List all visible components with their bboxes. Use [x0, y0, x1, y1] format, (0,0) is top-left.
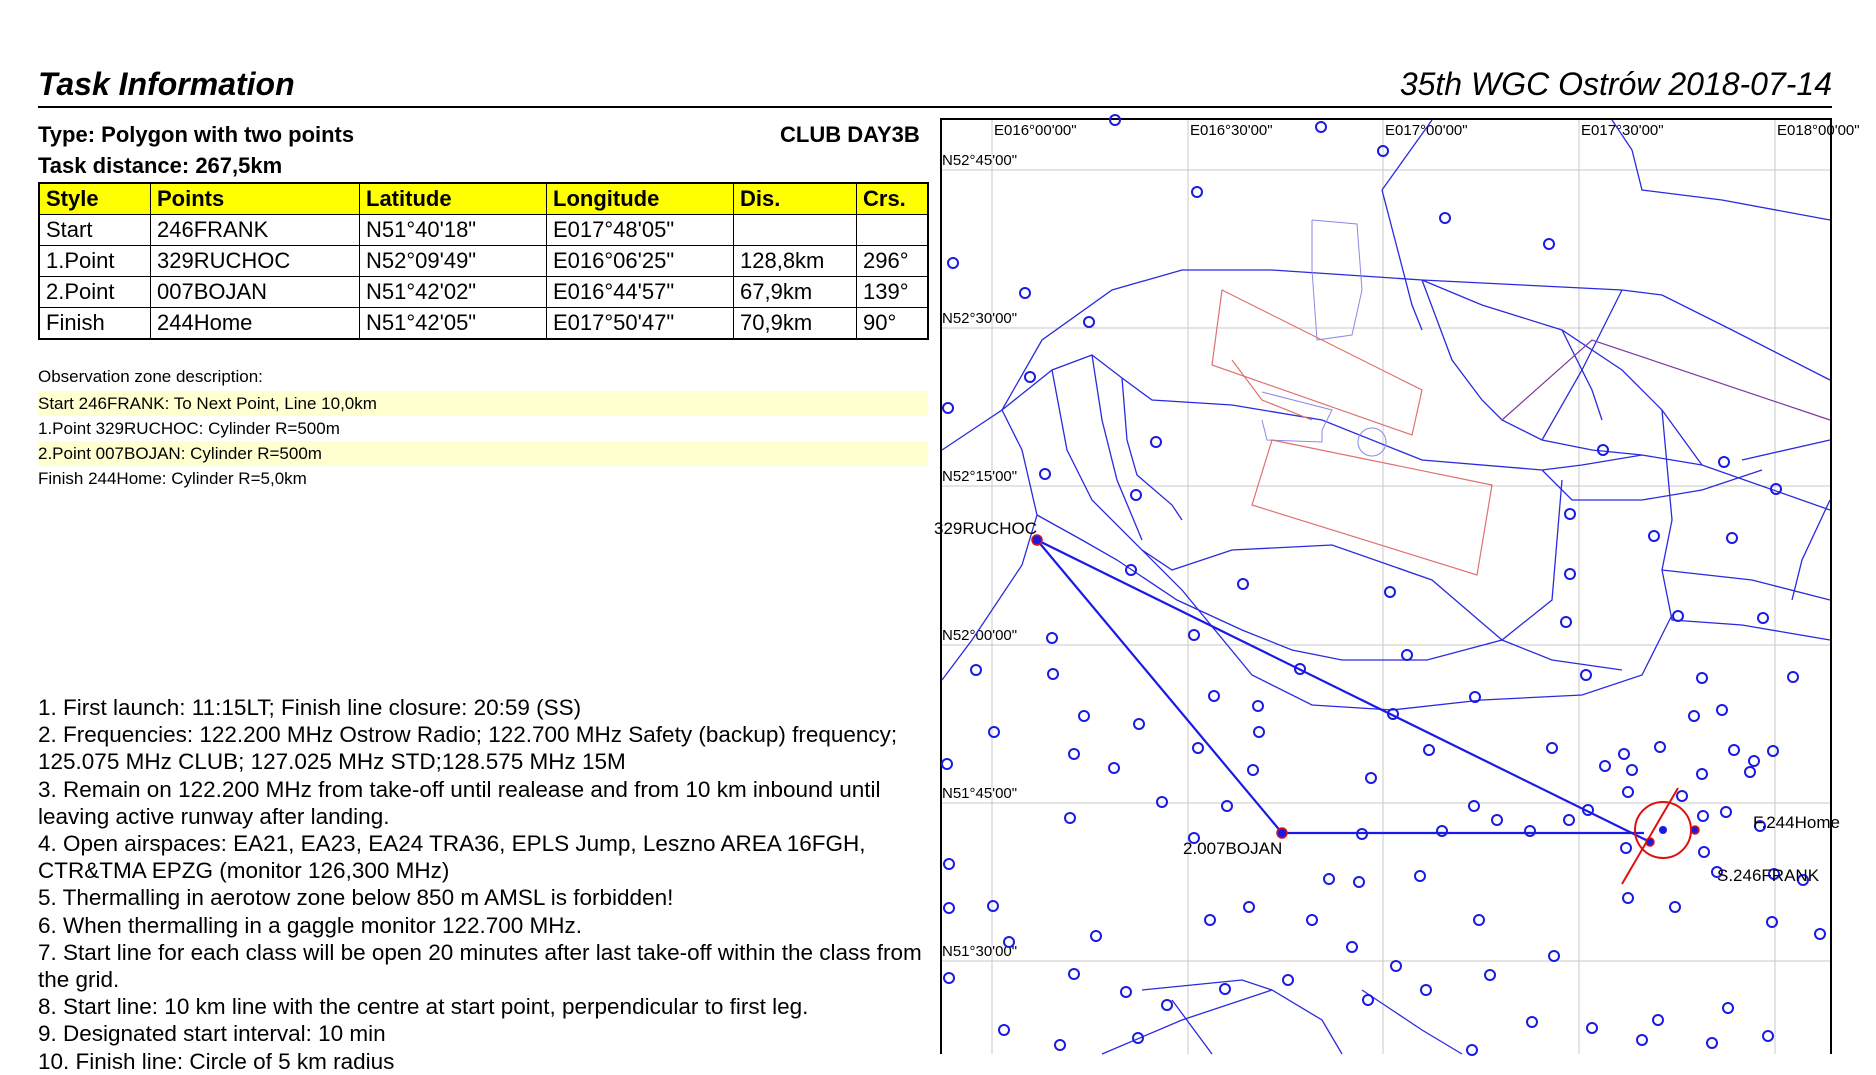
cell: E017°50'47" [547, 308, 734, 340]
table-row [39, 277, 928, 308]
waypoint-label-start: S.246FRANK [1717, 866, 1820, 885]
cell: 128,8km [734, 246, 857, 277]
oz-heading: Observation zone description: [38, 367, 263, 386]
lat-label: N52°00'00" [942, 627, 1018, 644]
note-item: 10. Finish line: Circle of 5 km radius [38, 1048, 395, 1074]
waypoint-label-finish: F.244Home [1753, 813, 1840, 832]
note-item: 5. Thermalling in aerotow zone below 850 m AMSL is forbidden! [38, 885, 674, 911]
turnpoint-markers [1032, 535, 1699, 846]
col-style-header: Style [39, 183, 151, 215]
cell: 70,9km [734, 308, 857, 340]
task-type: Type: Polygon with two points [38, 122, 355, 147]
lon-label: E016°30'00" [1190, 122, 1273, 139]
task-map[interactable] [934, 118, 1860, 1054]
waypoint-label-p2: 2.007BOJAN [1183, 839, 1283, 858]
col-points-header: Points [151, 183, 360, 215]
cell: N51°42'05" [360, 308, 547, 340]
cell: E017°48'05" [547, 215, 734, 246]
cell: 246FRANK [151, 215, 360, 246]
task-distance: Task distance: 267,5km [38, 153, 283, 178]
oz-line: Start 246FRANK: To Next Point, Line 10,0km [38, 391, 928, 416]
col-course-header: Crs. [857, 183, 929, 215]
task-notes [38, 694, 928, 1075]
table-row [39, 215, 928, 246]
cell [857, 215, 929, 246]
table-row [39, 246, 928, 277]
note-item: 7. Start line for each class will be open 20 minutes after last take-off within the class from the grid. [38, 939, 922, 993]
cell: Finish [39, 308, 151, 340]
task-name: CLUB DAY3B [780, 122, 920, 147]
cell: 329RUCHOC [151, 246, 360, 277]
cell: E016°06'25" [547, 246, 734, 277]
note-item: 1. First launch: 11:15LT; Finish line closure: 20:59 (SS) [38, 695, 582, 720]
oz-line: 1.Point 329RUCHOC: Cylinder R=500m [38, 419, 340, 438]
cell: 007BOJAN [151, 277, 360, 308]
waypoint-label-p1: 329RUCHOC [934, 519, 1037, 538]
oz-line: Finish 244Home: Cylinder R=5,0km [38, 469, 307, 488]
cell: 67,9km [734, 277, 857, 308]
cell [734, 215, 857, 246]
cell: 90° [857, 308, 929, 340]
lon-label: E017°00'00" [1385, 122, 1468, 139]
page-title: Task Information [38, 66, 295, 102]
header-divider [38, 106, 1832, 108]
note-item: 6. When thermalling in a gaggle monitor 122.700 MHz. [38, 912, 583, 938]
lat-label: N51°30'00" [942, 943, 1018, 960]
cell: Start [39, 215, 151, 246]
note-item: 9. Designated start interval: 10 min [38, 1021, 386, 1047]
cell: 139° [857, 277, 929, 308]
cell: 244Home [151, 308, 360, 340]
lon-label: E017°30'00" [1581, 122, 1664, 139]
cell: 2.Point [39, 277, 151, 308]
note-item: 8. Start line: 10 km line with the centre at start point, perpendicular to first leg. [38, 994, 809, 1020]
note-item: 2. Frequencies: 122.200 MHz Ostrow Radio; 122.700 MHz Safety (backup) frequency; 125.075 MHz CLUB; 127.025 MHz STD;128.575 MHz 15M [38, 722, 898, 775]
lat-label: N52°30'00" [942, 310, 1018, 327]
task-points-table [38, 182, 929, 340]
cell: E016°44'57" [547, 277, 734, 308]
col-latitude-header: Latitude [360, 183, 547, 215]
col-longitude-header: Longitude [547, 183, 734, 215]
event-title: 35th WGC Ostrów 2018-07-14 [1399, 66, 1832, 102]
lat-label: N51°45'00" [942, 785, 1018, 802]
cell: 1.Point [39, 246, 151, 277]
note-item: 3. Remain on 122.200 MHz from take-off until realease and from 10 km inbound until leaving active runway after landing. [38, 776, 881, 829]
table-row [39, 308, 928, 340]
task-course [1037, 540, 1650, 842]
cell: N52°09'49" [360, 246, 547, 277]
lat-label: N52°15'00" [942, 468, 1018, 485]
col-distance-header: Dis. [734, 183, 857, 215]
lon-label: E018°00'00" [1777, 122, 1860, 139]
start-finish-zones [1622, 788, 1691, 884]
cell: N51°42'02" [360, 277, 547, 308]
lat-label: N52°45'00" [942, 152, 1018, 169]
map-canvas [934, 120, 1860, 1054]
lon-label: E016°00'00" [994, 122, 1077, 139]
oz-line: 2.Point 007BOJAN: Cylinder R=500m [38, 441, 928, 466]
table-header-row [39, 183, 928, 215]
note-item: 4. Open airspaces: EA21, EA23, EA24 TRA36, EPLS Jump, Leszno AREA 16FGH, CTR&TMA EPZG (monitor 126,300 MHz) [38, 831, 866, 884]
cell: N51°40'18" [360, 215, 547, 246]
cell: 296° [857, 246, 929, 277]
airspace-boundaries-purple [1502, 340, 1830, 420]
